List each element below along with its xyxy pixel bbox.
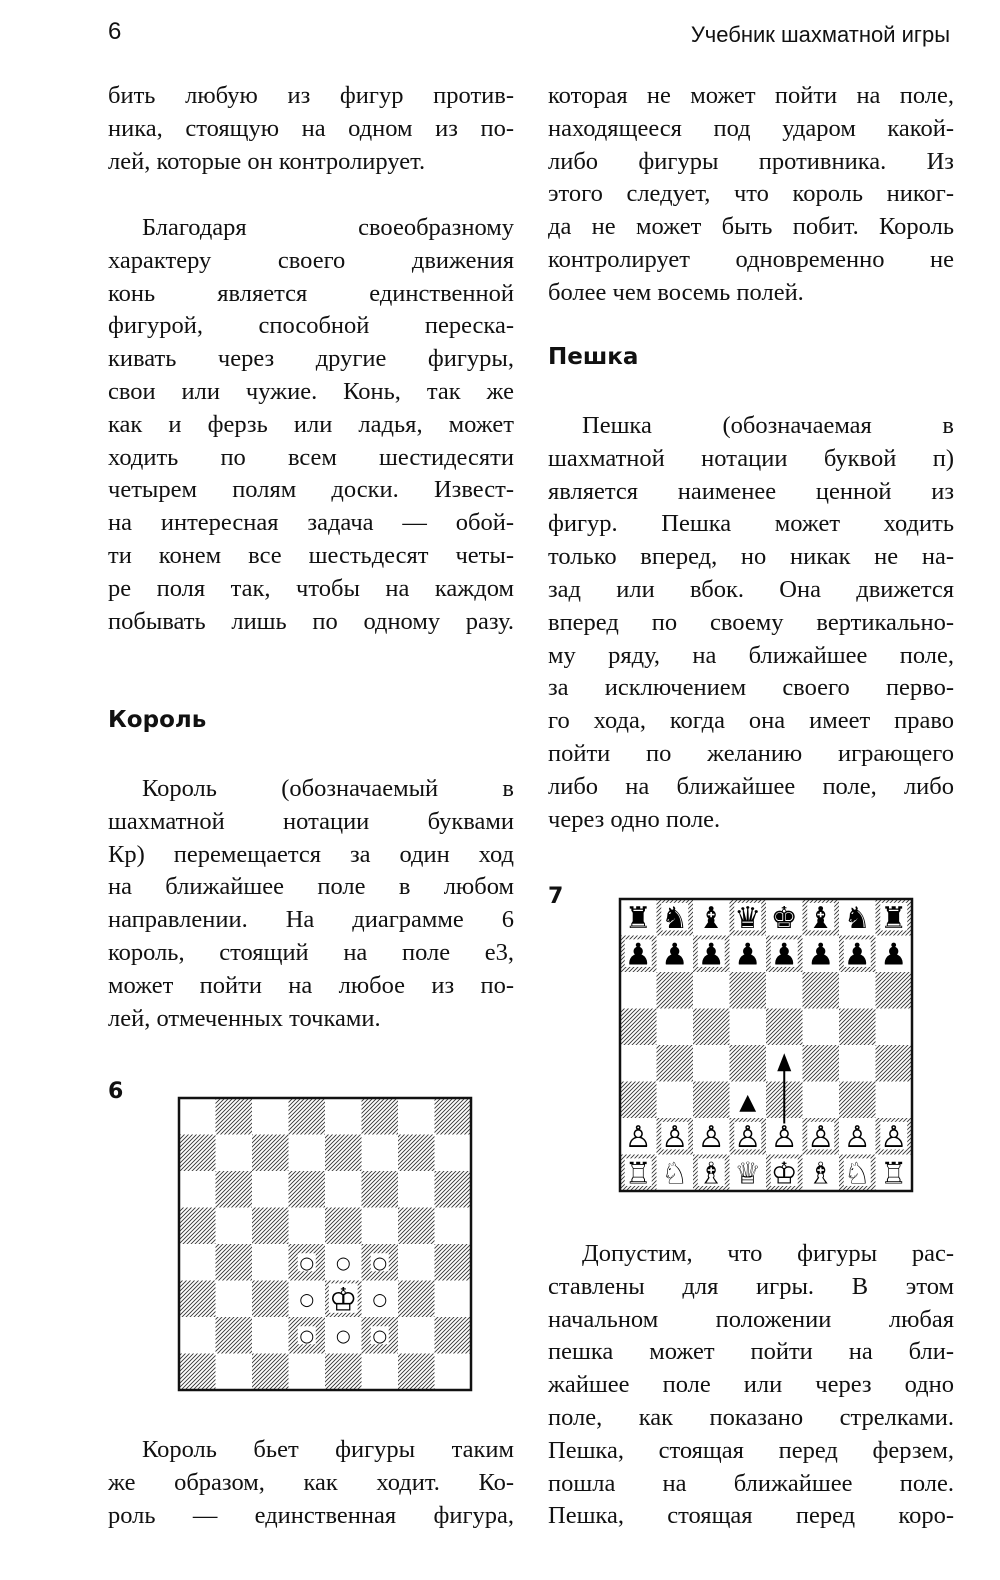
move-dot-f4: ○ (372, 1253, 388, 1274)
dark-square (325, 1135, 362, 1172)
dark-square (398, 1135, 435, 1172)
left-para-1: бить любую из фигур против- ника, стоящую на одном из по- лей, которые он контролирует. (108, 82, 514, 175)
king-heading: Король (108, 707, 207, 733)
move-dot-e2: ○ (335, 1326, 351, 1347)
diagram-7-board (617, 896, 915, 1198)
light-square (362, 1135, 399, 1172)
light-square (252, 1171, 289, 1208)
white-pawn-g2: ♙ (843, 1120, 871, 1156)
move-dot-d4: ○ (299, 1253, 315, 1274)
black-pawn-e7: ♟ (770, 937, 798, 973)
white-pawn-a2: ♙ (624, 1120, 652, 1156)
white-piece-d1: ♕ (734, 1156, 762, 1192)
light-square (179, 1171, 216, 1208)
light-square (216, 1135, 253, 1172)
light-square (766, 972, 803, 1009)
black-piece-e8: ♚ (770, 901, 798, 937)
dark-square (216, 1244, 253, 1281)
black-piece-g8: ♞ (843, 901, 871, 937)
white-piece-g1: ♘ (843, 1156, 871, 1192)
dark-square (179, 1281, 216, 1318)
right-para-1: которая не может пойти на поле, находящееся под ударом какой- либо фигуры противника. Из этого следует, что король никог- да не может быть побит. Король контролирует одновременно не более чем восемь полей. (548, 82, 954, 306)
black-piece-a8: ♜ (624, 901, 652, 937)
light-square (252, 1244, 289, 1281)
black-pawn-g7: ♟ (843, 937, 871, 973)
moved-pawn-marker: ▲ (739, 1089, 757, 1115)
light-square (398, 1171, 435, 1208)
light-square (289, 1208, 326, 1245)
right-para-2: Пешка (обозначаемая в шахматной нотации буквой п) является наименее ценной из фигур. Пешка может ходить только вперед, но никак не на- зад или вбок. Она движется вперед по своему вертикально- му ряду, на ближайшее поле, за исключением своего перво- го хода, когда она имеет право пойти по желанию играющего либо на ближайшее поле, либо через одно поле. (548, 412, 954, 833)
light-square (325, 1098, 362, 1135)
dark-square (839, 1082, 876, 1119)
light-square (289, 1354, 326, 1391)
white-pawn-c2: ♙ (697, 1120, 725, 1156)
running-title: Учебник шахматной игры (690, 22, 950, 47)
light-square (435, 1354, 472, 1391)
white-king-piece: ♔ (328, 1280, 358, 1319)
white-piece-b1: ♘ (661, 1156, 689, 1192)
left-para-2: Благодаря своеобразному характеру своего движения конь является единственной фигурой, способной переска- кивать через другие фигуры, свои или чужие. Конь, так же как и ферзь или ладья, может ходить по всем шестидесяти четырем полям доски. Извест- на интересная задача — обой- ти конем все шестьдесят четы- ре поля так, чтобы на каждом побывать лишь по одному разу. (108, 214, 514, 635)
dark-square (252, 1135, 289, 1172)
move-dot-e4: ○ (335, 1253, 351, 1274)
move-dot-f3: ○ (372, 1289, 388, 1310)
dark-square (803, 1045, 840, 1082)
light-square (620, 1045, 657, 1082)
light-square (325, 1171, 362, 1208)
dark-square (435, 1244, 472, 1281)
dark-square (325, 1208, 362, 1245)
light-square (803, 1082, 840, 1119)
dark-square (620, 1082, 657, 1119)
page-number: 6 (108, 18, 122, 45)
right-para-3: Допустим, что фигуры рас- ставлены для игры. В этом начальном положении любая пешка может пойти на бли- жайшее поле или через одно поле, как показано стрелками. Пешка, стоящая перед ферзем, пошла на ближайшее поле. Пешка, стоящая перед коро- (548, 1240, 954, 1530)
light-square (620, 972, 657, 1009)
dark-square (398, 1208, 435, 1245)
dark-square (620, 1009, 657, 1046)
move-dot-d3: ○ (299, 1289, 315, 1310)
light-square (252, 1317, 289, 1354)
light-square (876, 1009, 913, 1046)
dark-square (362, 1098, 399, 1135)
light-square (398, 1098, 435, 1135)
white-piece-e1: ♔ (770, 1156, 798, 1192)
dark-square (730, 1045, 767, 1082)
left-para-3: Король (обозначаемый в шахматной нотации буквами Кр) перемещается за один ход на ближайшее поле в любом направлении. На диаграмме 6 король, стоящий на поле е3, может пойти на любое из по- лей, отмеченных точками. (108, 775, 514, 1032)
dark-square (766, 1009, 803, 1046)
dark-square (216, 1098, 253, 1135)
white-piece-f1: ♗ (807, 1156, 835, 1192)
dark-square (179, 1208, 216, 1245)
dark-square (398, 1281, 435, 1318)
dark-square (252, 1354, 289, 1391)
white-pawn-d2: ♙ (734, 1120, 762, 1156)
light-square (362, 1354, 399, 1391)
dark-square (252, 1281, 289, 1318)
dark-square (325, 1354, 362, 1391)
white-pawn-h2: ♙ (880, 1120, 908, 1156)
white-piece-h1: ♖ (880, 1156, 908, 1192)
diagram-7-label: 7 (548, 884, 564, 909)
dark-square (876, 972, 913, 1009)
black-pawn-c7: ♟ (697, 937, 725, 973)
dark-square (730, 972, 767, 1009)
black-pawn-a7: ♟ (624, 937, 652, 973)
light-square (657, 1009, 694, 1046)
light-square (435, 1135, 472, 1172)
light-square (216, 1281, 253, 1318)
light-square (693, 972, 730, 1009)
dark-square (289, 1098, 326, 1135)
light-square (289, 1135, 326, 1172)
light-square (876, 1082, 913, 1119)
dark-square (876, 1045, 913, 1082)
dark-square (839, 1009, 876, 1046)
light-square (216, 1354, 253, 1391)
light-square (398, 1244, 435, 1281)
light-square (730, 1009, 767, 1046)
move-dot-d2: ○ (299, 1326, 315, 1347)
dark-square (693, 1009, 730, 1046)
black-pawn-f7: ♟ (807, 937, 835, 973)
dark-square (657, 1045, 694, 1082)
light-square (803, 1009, 840, 1046)
light-square (839, 972, 876, 1009)
light-square (693, 1045, 730, 1082)
light-square (216, 1208, 253, 1245)
light-square (179, 1317, 216, 1354)
black-pawn-b7: ♟ (661, 937, 689, 973)
black-piece-d8: ♛ (734, 901, 762, 937)
diagram-6-board (176, 1095, 474, 1393)
dark-square (252, 1208, 289, 1245)
light-square (657, 1082, 694, 1119)
diagram-6-label: 6 (108, 1079, 124, 1104)
move-dot-f2: ○ (372, 1326, 388, 1347)
light-square (435, 1208, 472, 1245)
dark-square (216, 1317, 253, 1354)
light-square (252, 1098, 289, 1135)
light-square (435, 1281, 472, 1318)
white-piece-a1: ♖ (624, 1156, 652, 1192)
dark-square (435, 1317, 472, 1354)
white-piece-c1: ♗ (697, 1156, 725, 1192)
dark-square (435, 1098, 472, 1135)
light-square (362, 1208, 399, 1245)
dark-square (362, 1171, 399, 1208)
black-piece-b8: ♞ (661, 901, 689, 937)
black-pawn-h7: ♟ (880, 937, 908, 973)
white-pawn-b2: ♙ (661, 1120, 689, 1156)
pawn-heading: Пешка (548, 344, 639, 370)
dark-square (398, 1354, 435, 1391)
dark-square (803, 972, 840, 1009)
dark-square (179, 1135, 216, 1172)
white-pawn-e2: ♙ (770, 1120, 798, 1156)
left-para-4: Король бьет фигуры таким же образом, как ходит. Ко- роль — единственная фигура, (108, 1436, 514, 1529)
dark-square (179, 1354, 216, 1391)
black-piece-f8: ♝ (807, 901, 835, 937)
dark-square (693, 1082, 730, 1119)
dark-square (435, 1171, 472, 1208)
dark-square (657, 972, 694, 1009)
light-square (179, 1098, 216, 1135)
light-square (839, 1045, 876, 1082)
black-piece-h8: ♜ (880, 901, 908, 937)
black-piece-c8: ♝ (697, 901, 725, 937)
dark-square (216, 1171, 253, 1208)
white-pawn-f2: ♙ (807, 1120, 835, 1156)
dark-square (289, 1171, 326, 1208)
black-pawn-d7: ♟ (734, 937, 762, 973)
light-square (179, 1244, 216, 1281)
light-square (398, 1317, 435, 1354)
